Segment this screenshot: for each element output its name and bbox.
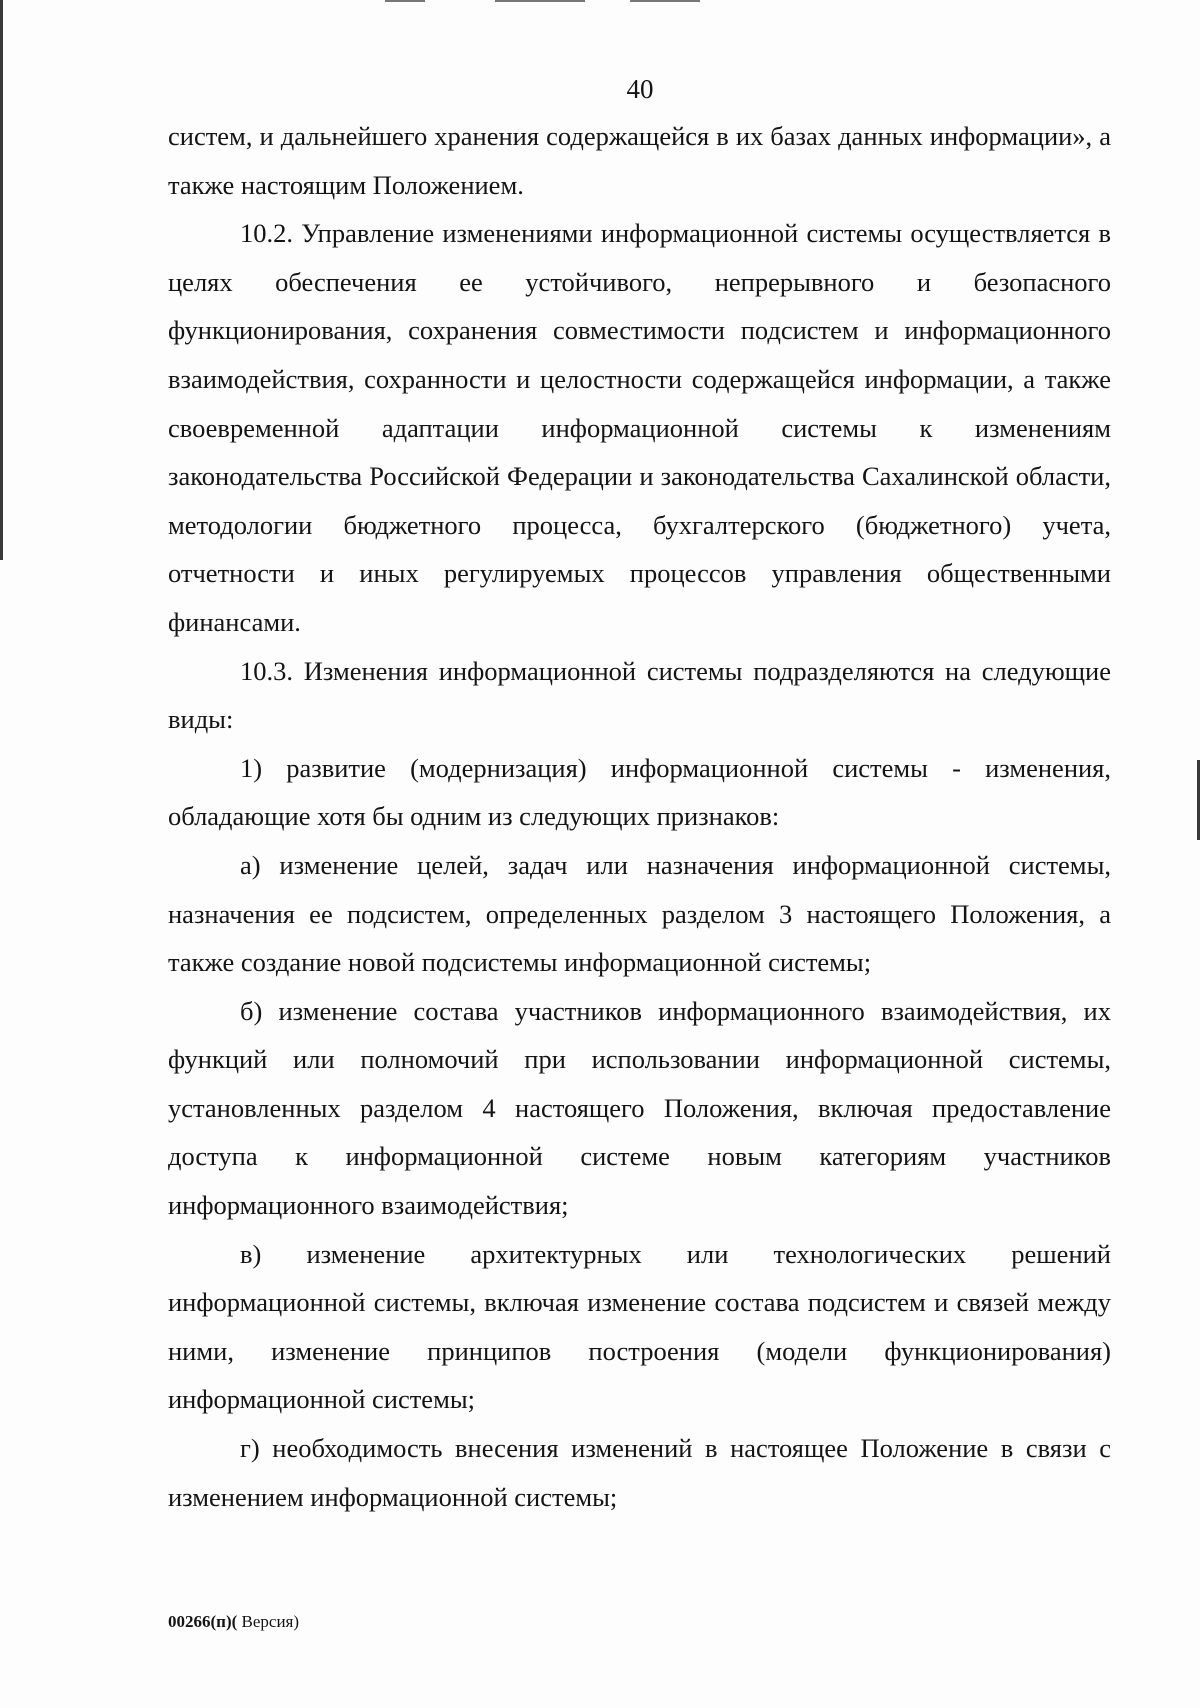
top-rule: [495, 0, 585, 2]
body-text: [168, 112, 1111, 1521]
document-code: 00266(п)(: [168, 1612, 238, 1631]
paragraph: в) изменение архитектурных или технологических решений информационной системы, включая изменение состава подсистем и связей между ними, изменение принципов построения (модели функционирования) информационной системы;: [168, 1238, 1111, 1415]
paragraph: а) изменение целей, задач или назначения информационной системы, назначения ее подсистем, определенных разделом 3 настоящего Положения, а также создание новой подсистемы информационной системы;: [168, 849, 1111, 978]
top-rule: [385, 0, 425, 2]
document-version: Версия): [237, 1612, 300, 1631]
paragraph: 10.3. Изменения информационной системы подразделяются на следующие виды:: [168, 655, 1111, 735]
top-rule: [630, 0, 700, 2]
paragraph: систем, и дальнейшего хранения содержащейся в их базах данных информации», а также настоящим Положением.: [168, 121, 1111, 200]
paragraph: 10.2. Управление изменениями информационной системы осуществляется в целях обеспечения ее устойчивого, непрерывного и безопасного функционирования, сохранения совместимости подсистем и информационного взаимодействия, сохранности и целостности содержащейся информации, а также своевременной адаптации информационной системы к изменениям законодательства Российской Федерации и законодательства Сахалинской области, методологии бюджетного процесса, бухгалтерского (бюджетного) учета, отчетности и иных регулируемых процессов управления общественными финансами.: [168, 218, 1111, 637]
document-footer: [168, 1610, 299, 1634]
page-number: 40: [626, 74, 654, 104]
paragraph: 1) развитие (модернизация) информационной системы - изменения, обладающие хотя бы одним из следующих признаков:: [168, 752, 1111, 832]
paragraph: г) необходимость внесения изменений в настоящее Положение в связи с изменением информационной системы;: [168, 1433, 1111, 1512]
paragraph: б) изменение состава участников информационного взаимодействия, их функций или полномочий при использовании информационной системы, установленных разделом 4 настоящего Положения, включая предоставление доступа к информационной системе новым категориям участников информационного взаимодействия;: [168, 995, 1111, 1221]
